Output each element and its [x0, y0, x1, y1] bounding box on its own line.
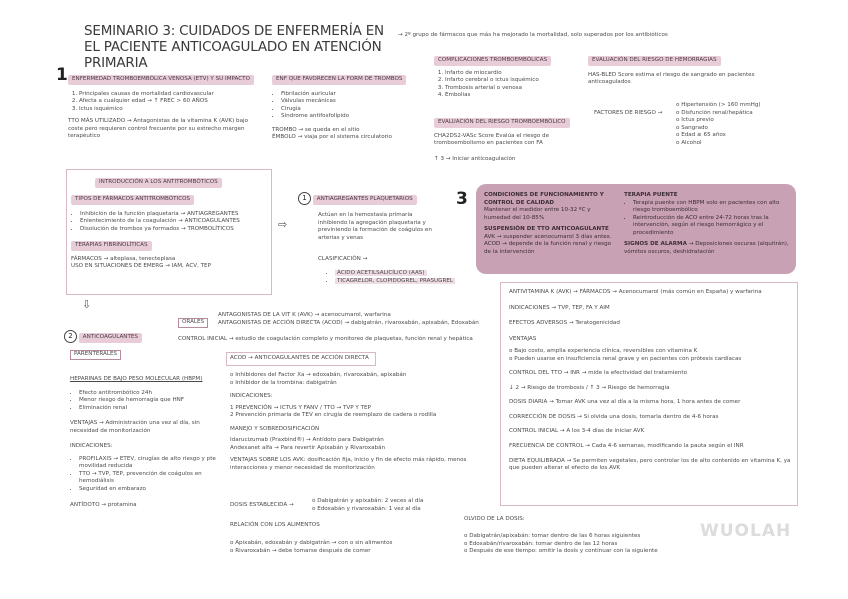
section-2-box	[66, 169, 272, 295]
fibrin-use: USO EN SITUACIONES DE EMERG → IAM, ACV, TEP	[71, 263, 211, 270]
forget-list	[464, 533, 714, 556]
list-item: • Seguridad en embarazo	[79, 486, 220, 494]
parenterales-tag: PARENTERALES	[70, 350, 121, 360]
embolo-text: ÉMBOLO → viaja por el sistema circulatorio	[272, 134, 392, 141]
trombo-text: TROMBO → se queda en el sitio	[272, 126, 360, 133]
antiag-desc: Actúan en la hemostasia primaria inhibiendo la agregación plaquetaria y previniendo la formación de coágulos en arterias y venas	[318, 212, 432, 241]
complications-header: COMPLICACIONES TROMBOEMBÓLICAS	[434, 56, 551, 66]
hbpm-header: HEPARINAS DE BAJO PESO MOLECULAR (HBPM)	[70, 376, 203, 382]
antic-header: ANTICOAGULANTES	[79, 333, 142, 343]
antiag-header: ANTIAGREGANTES PLAQUETARIOS	[313, 195, 417, 205]
list-item: o Dabigatrán y apixabán: 2 veces al día	[312, 498, 424, 504]
number-circle-icon: 2	[64, 330, 77, 343]
factors-section	[272, 75, 412, 142]
list-item: • Eliminación renal	[79, 405, 220, 413]
acod-line: ANTAGONISTAS DE ACCIÓN DIRECTA (ACOD) → dabigatrán, rivaroxabán, apixabán, Edoxabán	[218, 319, 479, 326]
food-label: RELACIÓN CON LOS ALIMENTOS	[230, 522, 320, 528]
list-item: Idarucizumab (Praxbind®) → Antídoto para Dabigatrán	[230, 437, 384, 444]
thrombo-eval-start: ↑ 3 → Iniciar anticoagulación	[434, 155, 516, 162]
avk-initial: CONTROL INICIAL → A los 3-4 días de iniciar AVK	[509, 428, 645, 435]
dose-list	[312, 498, 462, 513]
section-1-list	[68, 91, 268, 114]
types-header: TIPOS DE FÁRMACOS ANTITROMBÓTICOS	[71, 195, 194, 205]
section-1-header: ENFERMEDAD TROMBOEMBÓLICA VENOSA (ETV) Y SU IMPACTO	[68, 75, 254, 85]
fibrin-header: TERAPIAS FIBRINOLÍTICAS	[71, 241, 152, 251]
list-item: 3. Trombosis arterial o venosa	[445, 85, 584, 93]
orales-tag: ORALES	[178, 318, 208, 328]
more-used-text: TTO MÁS UTILIZADO → Antagonistas de la vitamina K (AVK) bajo coste pero requieren control frecuente por su estrecho margen terapéutico	[68, 118, 249, 140]
top-note: → 2º grupo de fármacos que más ha mejorado la mortalidad, solo superados por los antibióticos	[398, 32, 668, 38]
list-item: • Menor riesgo de hemorragia que HNF	[79, 397, 220, 405]
suspension-label: SUSPENSIÓN DE TTO ANTICOAGULANTE	[484, 226, 609, 233]
list-item: o Ictus previo	[676, 117, 714, 124]
list-item: o Rivaroxabán → debe tomarse después de comer	[230, 547, 371, 554]
section-2-header: INTRODUCCIÓN A LOS ANTITROMBÓTICOS	[95, 178, 222, 188]
acod-section	[230, 372, 480, 472]
list-item: • Síndrome antifosfolípido	[281, 113, 412, 121]
number-circle-icon: 1	[298, 192, 311, 205]
list-item: • PROFILAXIS → ETEV, cirugías de alto riesgo y pte movilidad reducida	[79, 456, 220, 471]
section-3-box	[476, 184, 796, 274]
list-item: o Disfunción renal/hepática	[676, 109, 753, 116]
bleed-eval-header: EVALUACIÓN DEL RIESGO DE HEMORRAGIAS	[588, 56, 721, 66]
oral-lines	[218, 312, 498, 327]
avk-adverse: EFECTOS ADVERSOS → Teratogenicidad	[509, 320, 620, 327]
watermark-logo: WUOLAH	[700, 521, 792, 541]
thrombo-eval-text: CHA2DS2-VASc Score Evalúa el riesgo de tromboembolismo en pacientes con FA	[434, 132, 550, 147]
acod-advantages: VENTAJAS SOBRE LOS AVK: dosificación fija, inicio y fin de efecto más rápido, menos interacciones y menor necesidad de monitorización	[230, 457, 467, 471]
forget-label: OLVIDO DE LA DOSIS:	[464, 516, 525, 522]
list-item: o Alcohol	[676, 139, 702, 146]
bridge-label: TERAPIA PUENTE	[624, 192, 678, 198]
list-item: 1 PREVENCIÓN → ICTUS Y FANV / TTO → TVP Y TEP	[230, 404, 371, 411]
risk-factors-label: FACTORES DE RIESGO →	[594, 110, 663, 116]
avk-daily: DOSIS DIARIA → Tomar AVK una vez al día a la misma hora, 1 hora antes de comer	[509, 399, 741, 406]
list-item: 3. Ictus isquémico	[79, 106, 268, 114]
list-item: o Inhibidor de la trombina: dabigatrán	[230, 379, 337, 386]
antiag-class-list	[326, 270, 466, 285]
acod-header: ACOD → ANTICOAGULANTES DE ACCIÓN DIRECTA	[230, 355, 369, 361]
list-item: o Sangrado	[676, 124, 708, 131]
list-item: o Bajo costo, amplia experiencia clínica, reversibles con vitamina K	[509, 348, 698, 355]
list-item: • Terapia puente con HBPM solo en pacientes con alto riesgo tromboembólico	[633, 200, 790, 215]
hbpm-ind-label: INDICACIONES:	[70, 443, 113, 450]
avk-header: ANTIVITAMINA K (AVK) → FÁRMACOS → Acenocumarol (más común en España) y warfarina	[509, 289, 762, 295]
fibrin-drugs: FÁRMACOS → alteplasa, tenecteplasa	[71, 255, 176, 262]
list-item: 4. Embolias	[445, 92, 584, 100]
avk-diet: DIETA EQUILIBRADA → Se permiten vegetales, pero controlar los de alto contenido en vitamina K, ya que pueden alterar el efecto de los AVK	[509, 457, 791, 472]
list-item: o Apixabán, edoxabán y dabigatrán → con o sin alimentos	[230, 540, 393, 546]
dose-label: DOSIS ESTABLECIDA →	[230, 502, 294, 508]
hbpm-advantages: VENTAJAS → Administración una vez al día, sin necesidad de monitorización	[70, 420, 200, 434]
list-item: ÁCIDO ACETILSALICÍLICO (AAS)	[337, 270, 425, 276]
complications-section	[434, 56, 584, 100]
list-item: Andexanet alfa → Para revertir Apixabán y Rivaroxabán	[230, 444, 386, 451]
hbpm-section	[70, 376, 220, 509]
avk-correction: CORRECCIÓN DE DOSIS → Si olvida una dosis, tomarla dentro de 4-6 horas	[509, 413, 719, 420]
factors-list	[272, 91, 412, 121]
avk-line: ANTAGONISTAS DE LA VIT K (AVK) → acenocumarol, warfarina	[218, 312, 391, 318]
list-item: o Edoxabán/rivaroxabán: tomar dentro de las 12 horas	[464, 540, 618, 547]
risk-factors-list	[676, 102, 776, 147]
quality-label: CONDICIONES DE FUNCIONAMIENTO Y CONTROL DE CALIDAD	[484, 192, 604, 206]
list-item: • TTO → TVP, TEP, prevención de coágulos en hemodiálisis	[79, 471, 220, 486]
thrombo-eval-section	[434, 118, 579, 163]
list-item: • Válvulas mecánicas	[281, 98, 412, 106]
list-item: • Disolución de trombos ya formados → TROMBOLÍTICOS	[80, 226, 267, 234]
list-item: o Edoxabán y rivaroxabán: 1 vez al día	[312, 505, 421, 512]
list-item: o Después de ese tiempo: omitir la dosis y continuar con la siguiente	[464, 548, 658, 555]
avk-freq: FRECUENCIA DE CONTROL → Cada 4-6 semanas, modificando la pauta según el INR	[509, 443, 744, 450]
quality-text: Mantener el medidor entre 10-32 ºC y humedad del 10-85%	[484, 207, 591, 221]
list-item: 1. Infarto de miocardio	[445, 70, 584, 78]
initial-control: CONTROL INICIAL → estudio de coagulación completo y monitoreo de plaquetas, función renal y hepática	[178, 336, 473, 342]
list-item: • Fibrilación auricular	[281, 91, 412, 99]
arrow-right-icon: ⇨	[278, 218, 288, 231]
avk-indications: INDICACIONES → TVP, TEP, FA Y AIM	[509, 304, 610, 311]
types-list	[71, 211, 267, 234]
list-item: o Edad ≥ 65 años	[676, 132, 726, 139]
antic-title	[64, 330, 142, 343]
avk-risk: ↓ 2 → Riesgo de trombosis / ↑ 3 → Riesgo de hemorragia	[509, 384, 670, 391]
page-title: SEMINARIO 3: CUIDADOS DE ENFERMERÍA EN EL PACIENTE ANTICOAGULADO EN ATENCIÓN PRIMARIA	[84, 23, 384, 71]
complications-list	[434, 70, 584, 100]
antiag-class: CLASIFICACIÓN →	[318, 256, 368, 262]
list-item: 1. Principales causas de mortalidad cardiovascular	[79, 91, 268, 99]
bleed-eval-text: HAS-BLED Score estima el riesgo de sangrado en pacientes anticoagulados	[588, 71, 755, 86]
list-item: • Efecto antitrombótico 24h	[79, 390, 220, 398]
antiag-section	[298, 192, 458, 205]
alarm-label: SIGNOS DE ALARMA	[624, 241, 687, 248]
avk-control: CONTROL DEL TTO → INR → mide la efectividad del tratamiento	[509, 370, 688, 377]
list-item: • Inhibición de la función plaquetaria → ANTIAGREGANTES	[80, 211, 267, 219]
factors-header: ENF QUE FAVORECEN LA FORM DE TROMBOS	[272, 75, 406, 85]
acod-ind-label: INDICACIONES:	[230, 393, 273, 400]
suspension-text: AVK → suspender acenocumarol 3 días antes. ACOD → depende de la función renal y riesgo de la intervención	[484, 233, 612, 255]
food-list	[230, 540, 470, 555]
list-item: TICAGRELOR, CLOPIDOGREL, PRASUGREL	[337, 277, 453, 284]
list-item: 2 Prevención primaria de TEV en cirugía de reemplazo de cadera o rodilla	[230, 412, 437, 419]
manage-label: MANEJO Y SOBREDOSIFICACIÓN	[230, 425, 320, 432]
list-item: • Enlentecimiento de la coagulación → ANTICOAGULANTES	[80, 218, 267, 226]
hbpm-ind-list	[70, 456, 220, 494]
list-item: 2. Infarto cerebral o ictus isquémico	[445, 77, 584, 85]
avk-adv-label: VENTAJAS	[509, 335, 537, 342]
hbpm-list	[70, 390, 220, 413]
alarm-text: → Deposiciones oscuras (alquitrán), vómitos oscuros, deshidratación	[624, 241, 789, 255]
list-item: o Hipertensión (> 160 mmHg)	[676, 102, 761, 108]
list-item: o Inhibidores del Factor Xa → edoxabán, rivaroxabán, apixabán	[230, 372, 407, 378]
list-item: o Dabigatrán/apixabán: tomar dentro de las 6 horas siguientes	[464, 533, 641, 539]
list-item: • Reintroducción de ACO entre 24-72 horas tras la intervención, según el riesgo hemorrágico y el procedimiento	[633, 215, 790, 238]
section-1	[68, 75, 268, 141]
arrow-down-icon: ⇩	[82, 298, 92, 311]
bleed-eval-section	[588, 56, 768, 87]
thrombo-eval-header: EVALUACIÓN DEL RIESGO TROMBOEMBÓLICO	[434, 118, 570, 128]
section-number-3: 3	[456, 189, 468, 209]
list-item: • Cirugía	[281, 106, 412, 114]
section-number-1: 1	[56, 65, 68, 85]
antidote: ANTÍDOTO → protamina	[70, 501, 137, 508]
list-item: 2. Afecta a cualquier edad → ↑ FREC > 60 AÑOS	[79, 98, 268, 106]
avk-box	[500, 282, 798, 506]
list-item: o Pueden usarse en insuficiencia renal grave y en pacientes con prótesis cardíacas	[509, 355, 742, 362]
